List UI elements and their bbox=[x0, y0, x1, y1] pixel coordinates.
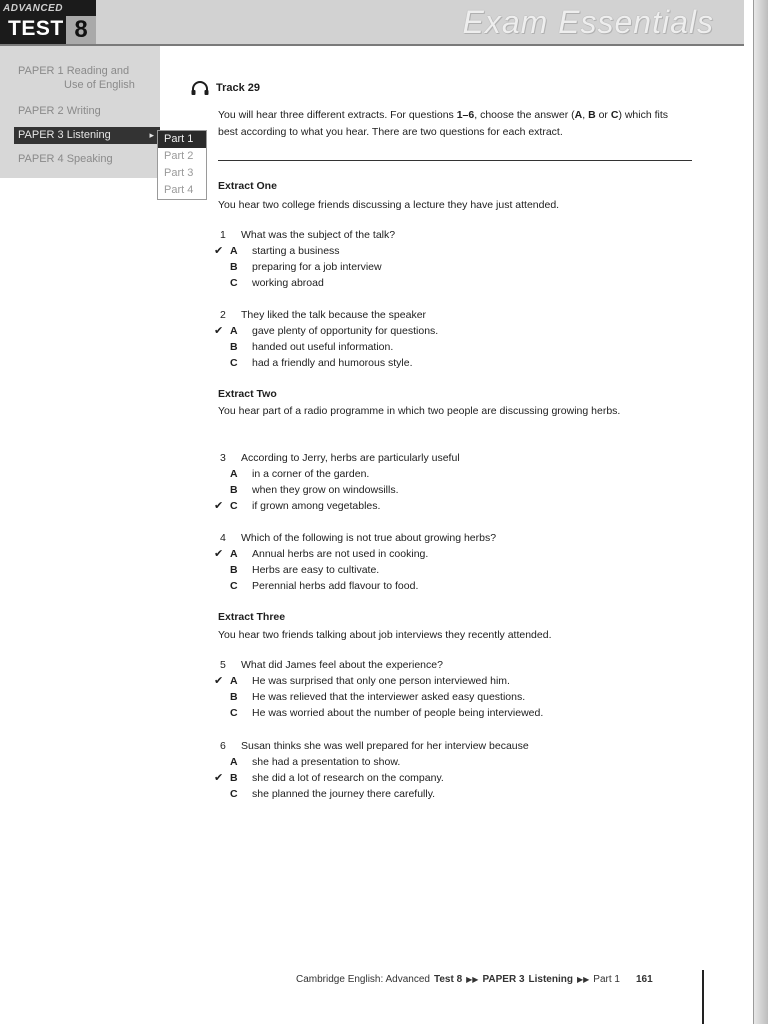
option-letter: B bbox=[230, 772, 238, 784]
option-text: if grown among vegetables. bbox=[252, 500, 381, 512]
option-text: gave plenty of opportunity for questions. bbox=[252, 325, 439, 337]
question-number: 3 bbox=[220, 452, 226, 464]
option-letter: C bbox=[230, 357, 238, 369]
option-a[interactable] bbox=[214, 673, 680, 689]
option-letter: C bbox=[230, 500, 238, 512]
question-4 bbox=[214, 530, 680, 594]
nav-item-label: PAPER 1 Reading and bbox=[18, 65, 130, 77]
option-b[interactable] bbox=[220, 339, 680, 355]
option-c[interactable] bbox=[220, 786, 680, 802]
question-stem: What was the subject of the talk? bbox=[241, 229, 396, 241]
option-text: handed out useful information. bbox=[252, 341, 394, 353]
question-number: 1 bbox=[220, 229, 226, 241]
option-letter: A bbox=[230, 325, 238, 337]
option-text: Annual herbs are not used in cooking. bbox=[252, 548, 429, 560]
question-stem: What did James feel about the experience? bbox=[241, 659, 443, 671]
question-3 bbox=[214, 450, 680, 514]
question-stem: According to Jerry, herbs are particularly useful bbox=[241, 452, 460, 464]
double-arrow-icon: ▶▶ bbox=[576, 975, 590, 984]
option-a[interactable] bbox=[214, 243, 680, 259]
option-a[interactable] bbox=[220, 754, 680, 770]
check-mark-icon: ✔ bbox=[214, 325, 224, 337]
footer-test: Test 8 bbox=[433, 974, 463, 985]
question-number: 4 bbox=[220, 532, 226, 544]
option-letter: B bbox=[230, 564, 238, 576]
option-letter: B bbox=[230, 484, 238, 496]
extract-intro: You hear two friends talking about job interviews they recently attended. bbox=[218, 629, 552, 641]
option-letter: A bbox=[230, 548, 238, 560]
option-text: He was surprised that only one person interviewed him. bbox=[252, 675, 510, 687]
page-edge bbox=[753, 0, 768, 1024]
extract-title: Extract Three bbox=[218, 611, 286, 623]
instructions-text: ) which fits best according to what you hear. There are two questions for each extract. bbox=[218, 109, 669, 138]
nav-item-paper2 bbox=[18, 104, 101, 118]
option-b[interactable] bbox=[220, 259, 680, 275]
question-number: 2 bbox=[220, 309, 226, 321]
header-banner bbox=[0, 0, 744, 46]
option-b[interactable] bbox=[220, 482, 680, 498]
test-label: TEST bbox=[8, 17, 64, 40]
option-c[interactable] bbox=[214, 498, 680, 514]
question-range: 1–6 bbox=[456, 109, 475, 121]
option-letter: C bbox=[230, 277, 238, 289]
question-6 bbox=[214, 738, 680, 802]
option-text: she did a lot of research on the company. bbox=[252, 772, 444, 784]
option-text: she planned the journey there carefully. bbox=[252, 788, 436, 800]
option-letter: C bbox=[230, 788, 238, 800]
instructions-text: , bbox=[582, 109, 589, 121]
option-letter: A bbox=[230, 756, 238, 768]
footer-paper: PAPER 3 bbox=[482, 974, 525, 985]
option-text: had a friendly and humorous style. bbox=[252, 357, 413, 369]
instructions-text: , choose the answer ( bbox=[474, 109, 575, 121]
part-item-2: Part 2 bbox=[164, 150, 194, 162]
extract-title: Extract One bbox=[218, 180, 277, 192]
option-letter: A bbox=[230, 245, 238, 257]
question-stem: Susan thinks she was well prepared for her interview because bbox=[241, 740, 529, 752]
footer-rule bbox=[702, 970, 704, 1024]
option-c-ref: C bbox=[610, 109, 619, 121]
double-arrow-icon: ▶▶ bbox=[466, 975, 479, 984]
part-item-1: Part 1 bbox=[158, 131, 206, 148]
option-c[interactable] bbox=[220, 578, 680, 594]
part-item-4: Part 4 bbox=[164, 184, 194, 196]
footer-skill: Listening bbox=[528, 974, 573, 985]
question-number: 5 bbox=[220, 659, 226, 671]
option-letter: A bbox=[230, 675, 238, 687]
level-label: ADVANCED bbox=[3, 3, 63, 14]
option-b[interactable] bbox=[220, 562, 680, 578]
option-a[interactable] bbox=[220, 466, 680, 482]
extract-intro: You hear two college friends discussing a lecture they have just attended. bbox=[218, 199, 560, 211]
nav-item-sublabel: Use of English bbox=[64, 79, 135, 91]
nav-item-label: PAPER 3 Listening bbox=[18, 129, 111, 141]
question-number: 6 bbox=[220, 740, 226, 752]
check-mark-icon: ✔ bbox=[214, 548, 224, 560]
option-text: working abroad bbox=[252, 277, 324, 289]
option-b[interactable] bbox=[220, 689, 680, 705]
part-selector bbox=[157, 130, 207, 200]
nav-item-label: PAPER 2 Writing bbox=[18, 105, 101, 117]
option-c[interactable] bbox=[220, 705, 680, 721]
page-number: 161 bbox=[635, 974, 653, 985]
option-c[interactable] bbox=[220, 275, 680, 291]
question-stem: Which of the following is not true about growing herbs? bbox=[241, 532, 497, 544]
option-a-ref: A bbox=[574, 109, 583, 121]
triangle-right-icon: ▸ bbox=[149, 130, 154, 140]
option-letter: B bbox=[230, 261, 238, 273]
option-text: preparing for a job interview bbox=[252, 261, 382, 273]
option-text: Herbs are easy to cultivate. bbox=[252, 564, 380, 576]
footer-part: Part 1 bbox=[593, 974, 620, 985]
option-letter: A bbox=[230, 468, 238, 480]
page-footer bbox=[296, 974, 653, 985]
option-c[interactable] bbox=[220, 355, 680, 371]
question-1 bbox=[214, 227, 680, 291]
test-number: 8 bbox=[66, 16, 96, 44]
option-a[interactable] bbox=[214, 323, 680, 339]
option-text: when they grow on windowsills. bbox=[252, 484, 399, 496]
check-mark-icon: ✔ bbox=[214, 245, 224, 257]
option-text: He was relieved that the interviewer asked easy questions. bbox=[252, 691, 526, 703]
question-5 bbox=[214, 657, 680, 721]
instructions-text: or bbox=[595, 109, 611, 121]
nav-item-paper1 bbox=[18, 64, 135, 92]
nav-item-paper4 bbox=[18, 152, 113, 166]
check-mark-icon: ✔ bbox=[214, 675, 224, 687]
option-letter: C bbox=[230, 707, 238, 719]
extract-intro: You hear part of a radio programme in which two people are discussing growing herbs. bbox=[218, 405, 621, 417]
check-mark-icon: ✔ bbox=[214, 500, 224, 512]
option-letter: B bbox=[230, 341, 238, 353]
option-text: in a corner of the garden. bbox=[252, 468, 370, 480]
option-a[interactable] bbox=[214, 546, 680, 562]
option-b-ref: B bbox=[588, 109, 596, 121]
series-title: Exam Essentials bbox=[462, 4, 714, 40]
track-label: Track 29 bbox=[216, 82, 261, 94]
option-letter: C bbox=[230, 580, 238, 592]
nav-item-paper3 bbox=[14, 127, 160, 144]
extract-title: Extract Two bbox=[218, 388, 277, 400]
track-heading bbox=[190, 80, 260, 96]
part-item-3: Part 3 bbox=[164, 167, 194, 179]
headphones-icon bbox=[190, 80, 210, 96]
question-stem: They liked the talk because the speaker bbox=[241, 309, 427, 321]
option-text: starting a business bbox=[252, 245, 340, 257]
option-text: she had a presentation to show. bbox=[252, 756, 401, 768]
instructions bbox=[218, 107, 680, 141]
option-text: He was worried about the number of people being interviewed. bbox=[252, 707, 544, 719]
option-text: Perennial herbs add flavour to food. bbox=[252, 580, 419, 592]
paper-nav bbox=[0, 46, 160, 178]
nav-item-label: PAPER 4 Speaking bbox=[18, 153, 113, 165]
divider bbox=[218, 160, 692, 161]
check-mark-icon: ✔ bbox=[214, 772, 224, 784]
instructions-text: You will hear three different extracts. For questions bbox=[218, 109, 457, 121]
option-b[interactable] bbox=[214, 770, 680, 786]
footer-book: Cambridge English: Advanced bbox=[296, 974, 430, 985]
question-2 bbox=[214, 307, 680, 371]
option-letter: B bbox=[230, 691, 238, 703]
